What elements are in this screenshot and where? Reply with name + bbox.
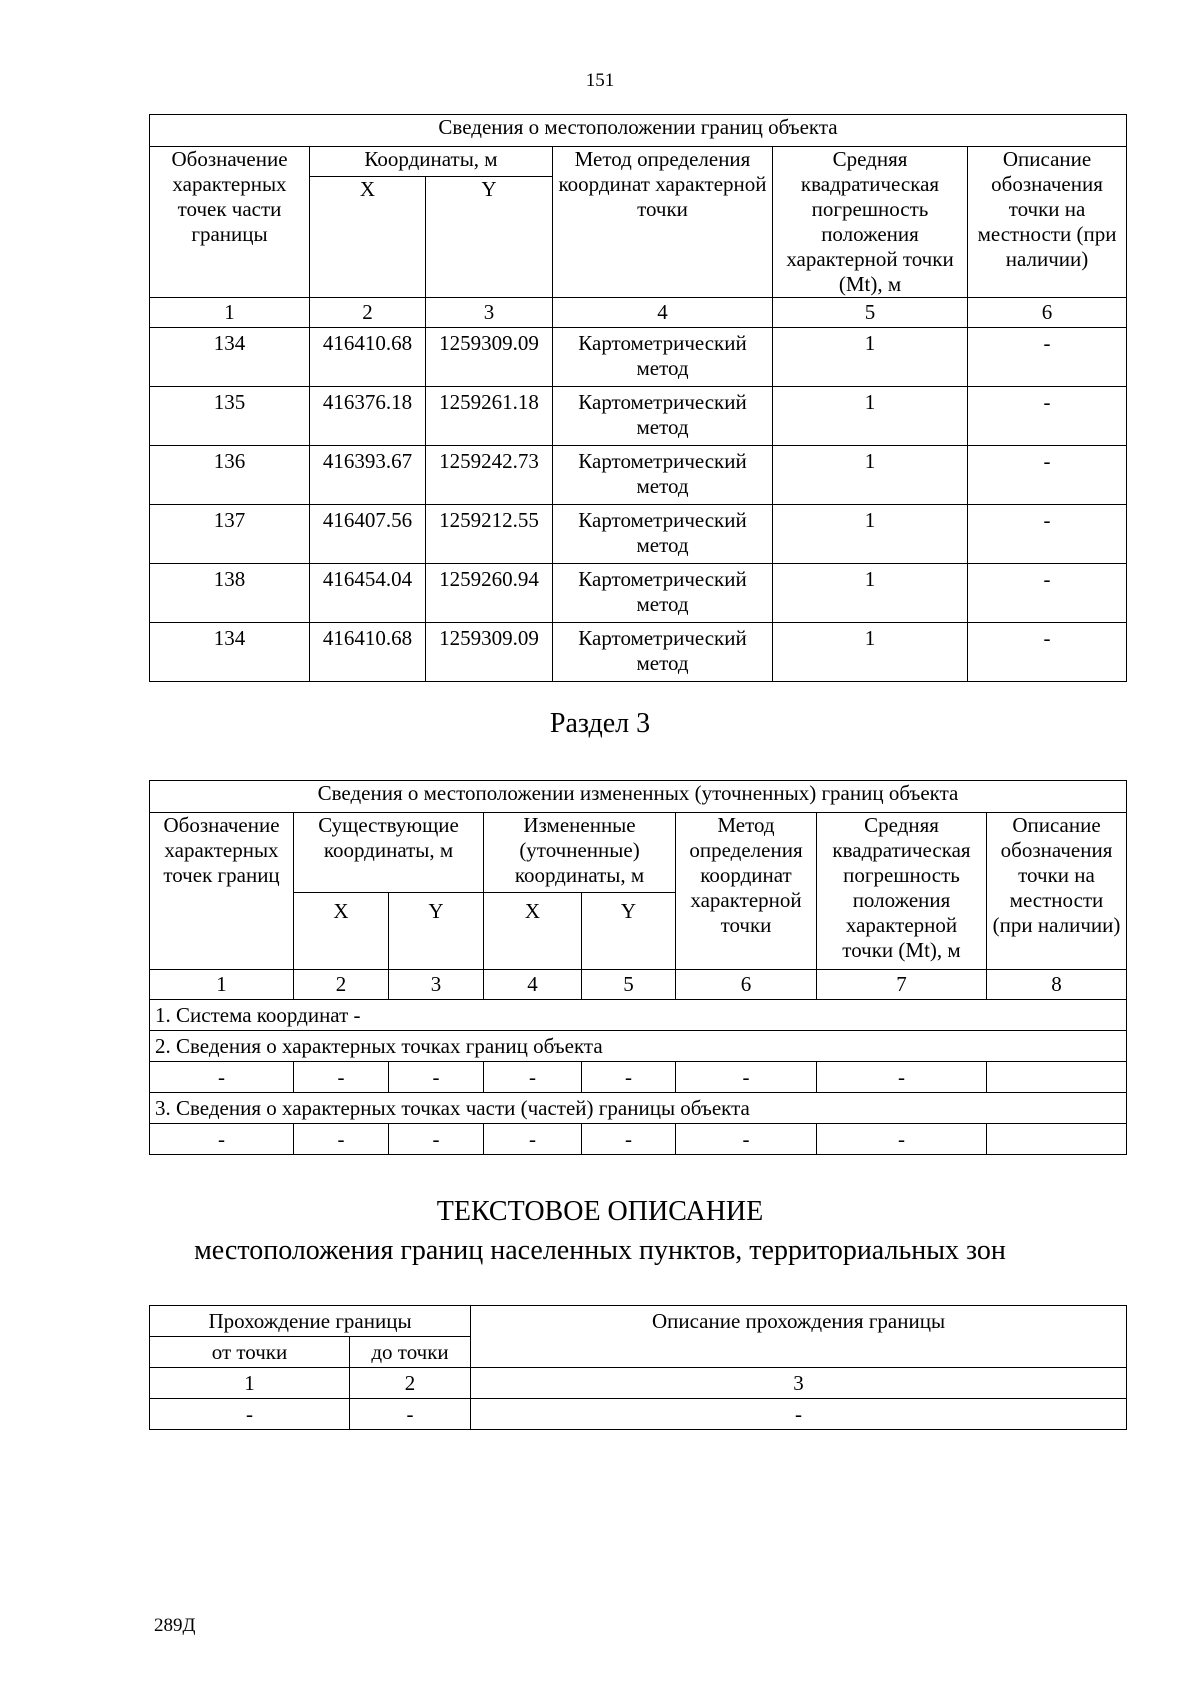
table-caption: Сведения о местоположении границ объекта [150, 115, 1127, 147]
x-cell: 416376.18 [310, 387, 426, 446]
error-cell: 1 [773, 564, 968, 623]
header-existing-coords: Существующие координаты, м [294, 813, 484, 893]
changed-boundary-table [149, 780, 1127, 1155]
section-row: 3. Сведения о характерных точках части (частей) границы объекта [150, 1093, 1127, 1124]
desc-cell: - [968, 328, 1127, 387]
header-x: X [484, 893, 582, 970]
header-x: X [310, 177, 426, 298]
error-cell: 1 [773, 328, 968, 387]
point-cell: 134 [150, 328, 310, 387]
table-cell: - [484, 1062, 582, 1093]
y-cell: 1259242.73 [426, 446, 553, 505]
header-to-point: до точки [350, 1337, 471, 1368]
y-cell: 1259261.18 [426, 387, 553, 446]
page-number: 151 [585, 70, 615, 91]
table-cell: - [150, 1399, 350, 1430]
header-designation: Обозначение характерных точек границ [150, 813, 294, 970]
desc-cell: - [968, 446, 1127, 505]
table-cell: - [294, 1124, 389, 1155]
header-x: X [294, 893, 389, 970]
section-title: Раздел 3 [549, 708, 651, 739]
method-cell: Картометрический метод [553, 328, 773, 387]
table-row [150, 387, 1127, 446]
table-row [150, 446, 1127, 505]
y-cell: 1259260.94 [426, 564, 553, 623]
header-y: Y [582, 893, 676, 970]
method-cell: Картометрический метод [553, 564, 773, 623]
column-number: 5 [582, 970, 676, 1000]
column-number: 4 [484, 970, 582, 1000]
table-cell: - [484, 1124, 582, 1155]
boundary-points-table [149, 114, 1127, 682]
header-method: Метод определения координат характерной точки [553, 147, 773, 298]
table-row [150, 328, 1127, 387]
x-cell: 416407.56 [310, 505, 426, 564]
column-number: 6 [968, 298, 1127, 328]
table-cell: - [817, 1124, 987, 1155]
y-cell: 1259309.09 [426, 623, 553, 682]
column-number: 2 [350, 1368, 471, 1399]
column-number: 1 [150, 1368, 350, 1399]
table-row [150, 1124, 1127, 1155]
table-cell: - [582, 1124, 676, 1155]
header-method: Метод определения координат характерной точки [676, 813, 817, 970]
table-cell: - [471, 1399, 1127, 1430]
table-row [150, 1399, 1127, 1430]
point-cell: 137 [150, 505, 310, 564]
footer-code: 289Д [154, 1615, 196, 1636]
table-cell [987, 1062, 1127, 1093]
y-cell: 1259309.09 [426, 328, 553, 387]
column-number: 1 [150, 298, 310, 328]
method-cell: Картометрический метод [553, 505, 773, 564]
table-cell: - [389, 1062, 484, 1093]
header-designation: Обозначение характерных точек части границы [150, 147, 310, 298]
desc-cell: - [968, 623, 1127, 682]
column-number: 3 [426, 298, 553, 328]
error-cell: 1 [773, 387, 968, 446]
header-passage: Прохождение границы [150, 1306, 471, 1337]
desc-cell: - [968, 387, 1127, 446]
table-cell: - [817, 1062, 987, 1093]
column-number: 2 [294, 970, 389, 1000]
table-cell: - [150, 1062, 294, 1093]
header-error: Средняя квадратическая погрешность положения характерной точки (Mt), м [817, 813, 987, 970]
error-cell: 1 [773, 505, 968, 564]
header-y: Y [389, 893, 484, 970]
table-caption: Сведения о местоположении измененных (уточненных) границ объекта [150, 781, 1127, 813]
table-cell: - [582, 1062, 676, 1093]
x-cell: 416410.68 [310, 328, 426, 387]
table-cell: - [150, 1124, 294, 1155]
header-passage-description: Описание прохождения границы [471, 1306, 1127, 1368]
table-row [150, 1062, 1127, 1093]
table-cell [987, 1124, 1127, 1155]
point-cell: 138 [150, 564, 310, 623]
column-number: 8 [987, 970, 1127, 1000]
column-number: 5 [773, 298, 968, 328]
table-cell: - [676, 1124, 817, 1155]
desc-cell: - [968, 505, 1127, 564]
table-row [150, 505, 1127, 564]
point-cell: 136 [150, 446, 310, 505]
column-number: 2 [310, 298, 426, 328]
section-row: 2. Сведения о характерных точках границ объекта [150, 1031, 1127, 1062]
table-row [150, 623, 1127, 682]
method-cell: Картометрический метод [553, 446, 773, 505]
method-cell: Картометрический метод [553, 387, 773, 446]
column-number: 7 [817, 970, 987, 1000]
section-row: 1. Система координат - [150, 1000, 1127, 1031]
x-cell: 416410.68 [310, 623, 426, 682]
x-cell: 416454.04 [310, 564, 426, 623]
point-cell: 134 [150, 623, 310, 682]
y-cell: 1259212.55 [426, 505, 553, 564]
header-coords: Координаты, м [310, 147, 553, 177]
column-number: 4 [553, 298, 773, 328]
header-changed-coords: Измененные (уточненные) координаты, м [484, 813, 676, 893]
header-from-point: от точки [150, 1337, 350, 1368]
method-cell: Картометрический метод [553, 623, 773, 682]
column-number: 6 [676, 970, 817, 1000]
column-number: 3 [471, 1368, 1127, 1399]
table-cell: - [676, 1062, 817, 1093]
header-y: Y [426, 177, 553, 298]
header-description: Описание обозначения точки на местности (при наличии) [987, 813, 1127, 970]
boundary-passage-table [149, 1305, 1127, 1430]
point-cell: 135 [150, 387, 310, 446]
header-error: Средняя квадратическая погрешность положения характерной точки (Mt), м [773, 147, 968, 298]
table-row [150, 564, 1127, 623]
text-description-title: ТЕКСТОВОЕ ОПИСАНИЕ [436, 1196, 764, 1227]
error-cell: 1 [773, 446, 968, 505]
x-cell: 416393.67 [310, 446, 426, 505]
column-number: 1 [150, 970, 294, 1000]
column-number: 3 [389, 970, 484, 1000]
desc-cell: - [968, 564, 1127, 623]
error-cell: 1 [773, 623, 968, 682]
table-cell: - [389, 1124, 484, 1155]
text-description-subtitle: местоположения границ населенных пунктов, территориальных зон [194, 1235, 1006, 1266]
table-cell: - [350, 1399, 471, 1430]
table-cell: - [294, 1062, 389, 1093]
header-description: Описание обозначения точки на местности (при наличии) [968, 147, 1127, 298]
